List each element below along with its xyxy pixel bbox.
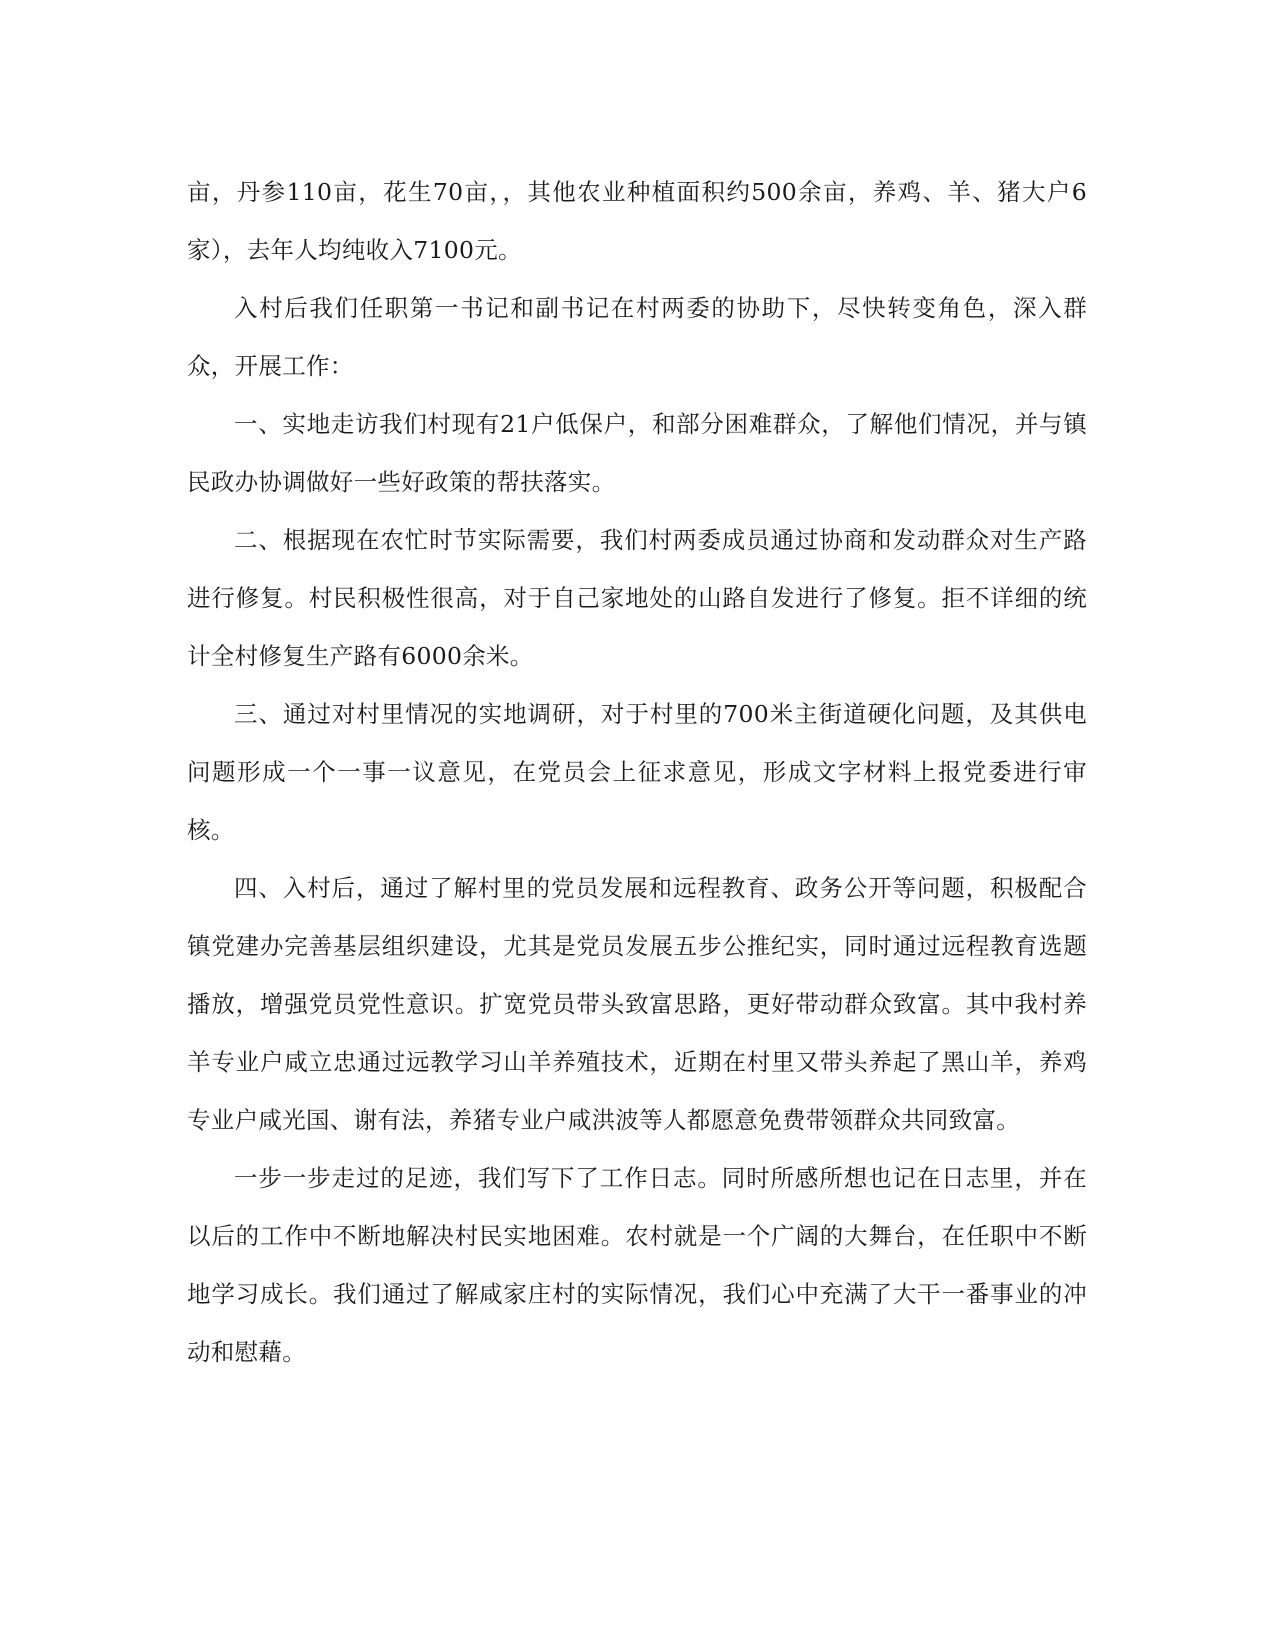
- paragraph-5: 三、通过对村里情况的实地调研，对于村里的700米主街道硬化问题，及其供电问题形成一个一事一议意见，在党员会上征求意见，形成文字材料上报党委进行审核。: [187, 700, 1087, 844]
- paragraph-7: 一步一步走过的足迹，我们写下了工作日志。同时所感所想也记在日志里，并在以后的工作中不断地解决村民实地困难。农村就是一个广阔的大舞台，在任职中不断地学习成长。我们通过了解咸家庄村的实际情况，我们心中充满了大干一番事业的冲动和慰藉。: [187, 1164, 1087, 1366]
- paragraph-6: 四、入村后，通过了解村里的党员发展和远程教育、政务公开等问题，积极配合镇党建办完善基层组织建设，尤其是党员发展五步公推纪实，同时通过远程教育选题播放，增强党员党性意识。扩宽党员带头致富思路，更好带动群众致富。其中我村养羊专业户咸立忠通过远教学习山羊养殖技术，近期在村里又带头养起了黑山羊，养鸡专业户咸光国、谢有法，养猪专业户咸洪波等人都愿意免费带领群众共同致富。: [187, 874, 1087, 1134]
- paragraph-2: 入村后我们任职第一书记和副书记在村两委的协助下，尽快转变角色，深入群众，开展工作：: [187, 294, 1087, 380]
- document-body: [187, 163, 1087, 1381]
- paragraph-3: 一、实地走访我们村现有21户低保户，和部分困难群众，了解他们情况，并与镇民政办协调做好一些好政策的帮扶落实。: [187, 410, 1087, 496]
- paragraph-4: 二、根据现在农忙时节实际需要，我们村两委成员通过协商和发动群众对生产路进行修复。村民积极性很高，对于自己家地处的山路自发进行了修复。拒不详细的统计全村修复生产路有6000余米。: [187, 526, 1087, 670]
- paragraph-1: 亩，丹参110亩，花生70亩，，其他农业种植面积约500余亩，养鸡、羊、猪大户6家），去年人均纯收入7100元。: [187, 178, 1087, 264]
